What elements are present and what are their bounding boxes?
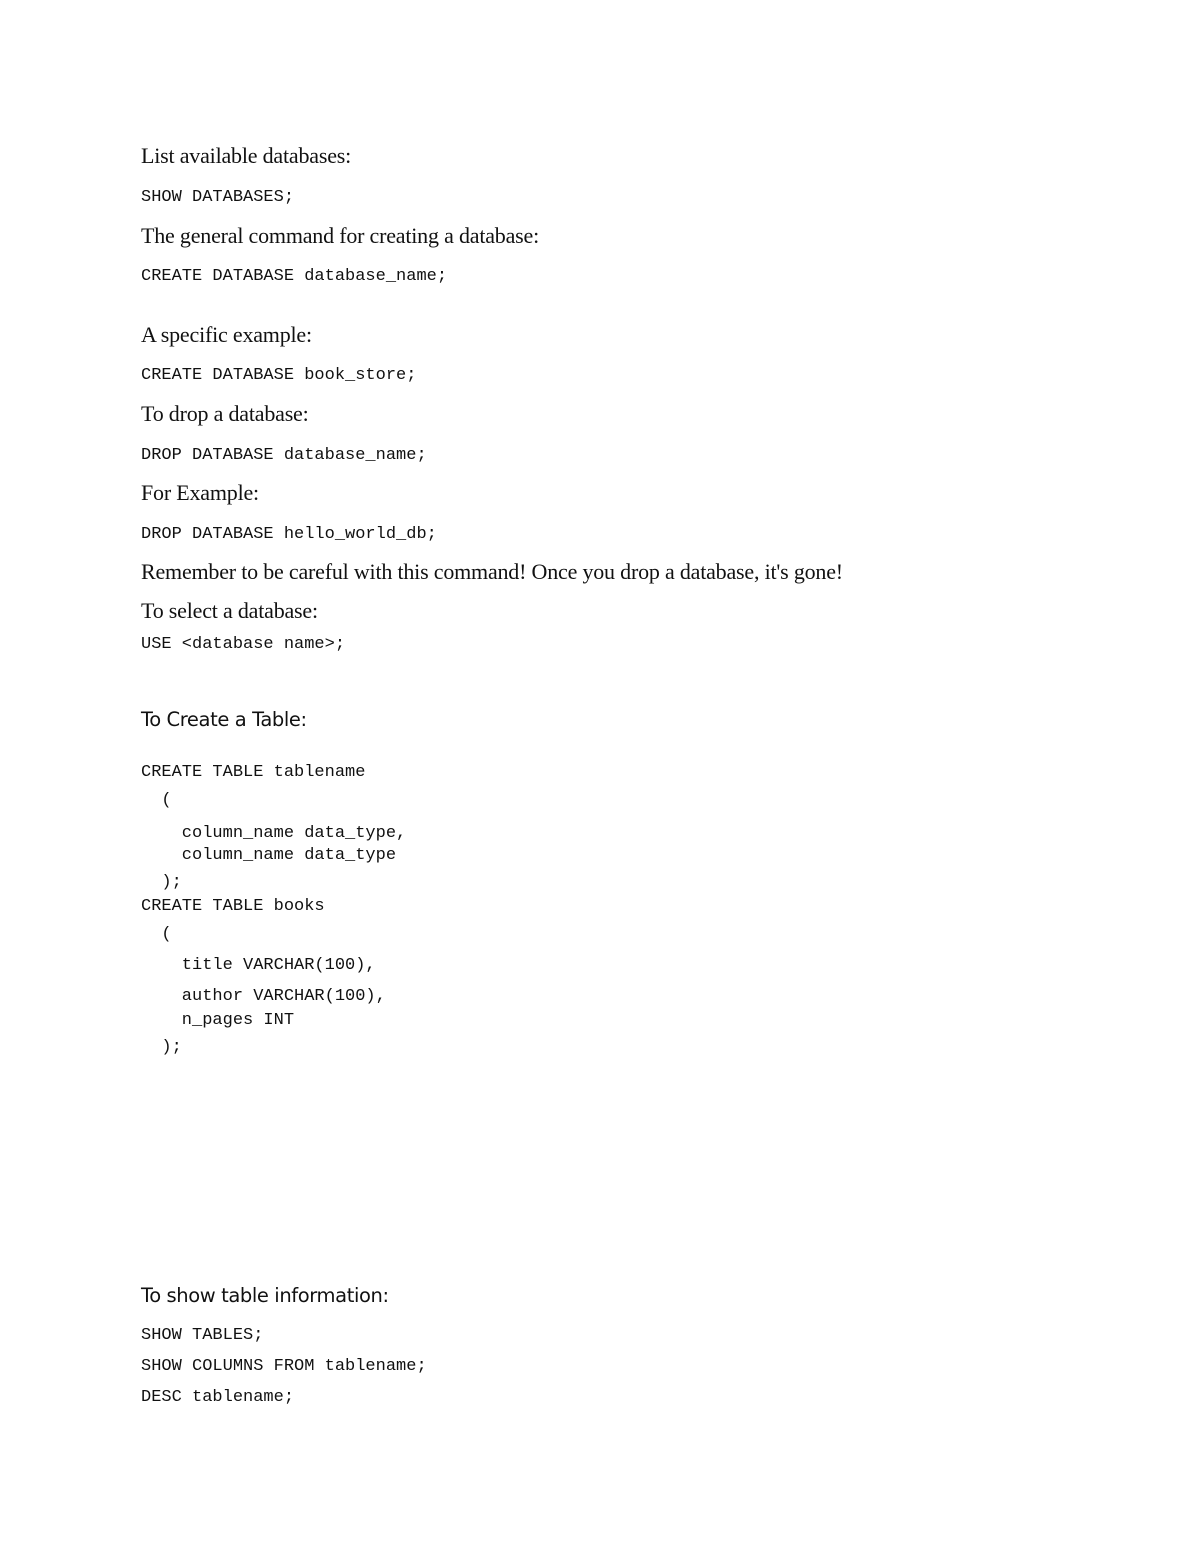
show-databases-code: SHOW DATABASES;: [141, 188, 295, 207]
create-database-label: The general command for creating a database:: [141, 223, 539, 248]
create-database-example-code: CREATE DATABASE book_store;: [141, 366, 417, 385]
code-line: column_name data_type,: [141, 824, 407, 843]
code-line: (: [141, 925, 172, 944]
show-table-info-heading: To show table information:: [141, 1284, 389, 1307]
code-line: CREATE TABLE books: [141, 897, 325, 916]
show-tables-code: SHOW TABLES;: [141, 1326, 264, 1345]
drop-warning-text: Remember to be careful with this command! Once you drop a database, it's gone!: [141, 559, 843, 584]
select-database-label: To select a database:: [141, 598, 318, 623]
code-line: column_name data_type: [141, 846, 397, 865]
drop-database-general-code: DROP DATABASE database_name;: [141, 446, 427, 465]
drop-example-label: For Example:: [141, 480, 259, 505]
specific-example-label: A specific example:: [141, 322, 312, 347]
drop-database-label: To drop a database:: [141, 401, 309, 426]
code-line: CREATE TABLE tablename: [141, 763, 366, 782]
code-line: n_pages INT: [141, 1011, 295, 1030]
show-columns-code: SHOW COLUMNS FROM tablename;: [141, 1357, 427, 1376]
create-table-heading: To Create a Table:: [141, 708, 307, 731]
drop-database-example-code: DROP DATABASE hello_world_db;: [141, 525, 437, 544]
code-line: );: [141, 873, 182, 892]
create-database-general-code: CREATE DATABASE database_name;: [141, 267, 448, 286]
code-line: (: [141, 791, 172, 810]
code-line: );: [141, 1038, 182, 1057]
code-line: author VARCHAR(100),: [141, 987, 386, 1006]
use-database-code: USE <database name>;: [141, 635, 346, 654]
code-line: title VARCHAR(100),: [141, 956, 376, 975]
desc-table-code: DESC tablename;: [141, 1388, 295, 1407]
list-databases-label: List available databases:: [141, 143, 352, 168]
